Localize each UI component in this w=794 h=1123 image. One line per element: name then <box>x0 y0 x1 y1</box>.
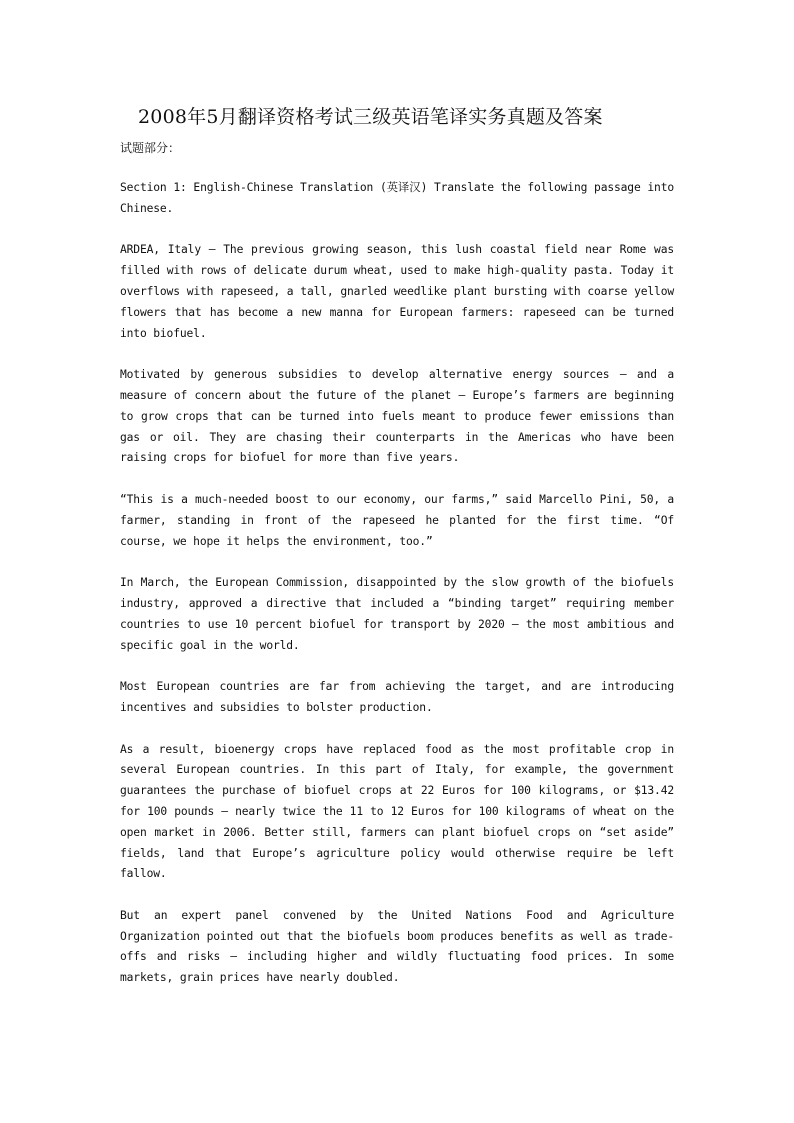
paragraph: As a result, bioenergy crops have replaced food as the most profitable crop in several European countries. In this part of Italy, for example, the government guarantees the purchase of biofuel crops at 22 Euros for 100 kilograms, or $13.42 for 100 pounds — nearly twice the 11 to 12 Euros for 100 kilograms of wheat on the open market in 2006. Better still, farmers can plant biofuel crops on “set aside” fields, land that Europe’s agriculture policy would otherwise require be left fallow. <box>120 742 674 881</box>
paragraph: But an expert panel convened by the United Nations Food and Agriculture Organization pointed out that the biofuels boom produces benefits as well as trade-offs and risks — including higher and wildly fluctuating food prices. In some markets, grain prices have nearly doubled. <box>120 908 674 985</box>
section-label: 试题部分： <box>120 141 181 155</box>
paragraph: “This is a much-needed boost to our economy, our farms,” said Marcello Pini, 50, a farmer, standing in front of the rapeseed he planted for the first time. “Of course, we hope it helps the environment, too.” <box>120 492 674 548</box>
section-instruction: Section 1: English-Chinese Translation (英译汉) Translate the following passage into Chinese. <box>120 181 674 215</box>
document-title: 2008年5月翻译资格考试三级英语笔译实务真题及答案 <box>138 106 603 128</box>
paragraph: Motivated by generous subsidies to develop alternative energy sources — and a measure of concern about the future of the planet — Europe’s farmers are beginning to grow crops that can be turned into fuels meant to produce fewer emissions than gas or oil. They are chasing their counterparts in the Americas who have been raising crops for biofuel for more than five years. <box>120 368 674 465</box>
paragraph: In March, the European Commission, disappointed by the slow growth of the biofuels industry, approved a directive that included a “binding target” requiring member countries to use 10 percent biofuel for transport by 2020 — the most ambitious and specific goal in the world. <box>120 576 674 652</box>
paragraph: Most European countries are far from achieving the target, and are introducing incentives and subsidies to bolster production. <box>120 680 674 714</box>
paragraph: ARDEA, Italy — The previous growing season, this lush coastal field near Rome was filled with rows of delicate durum wheat, used to make high-quality pasta. Today it overflows with rapeseed, a tall, gnarled weedlike plant bursting with coarse yellow flowers that has become a new manna for European farmers: rapeseed can be turned into biofuel. <box>120 243 674 340</box>
document-page <box>120 104 674 1010</box>
